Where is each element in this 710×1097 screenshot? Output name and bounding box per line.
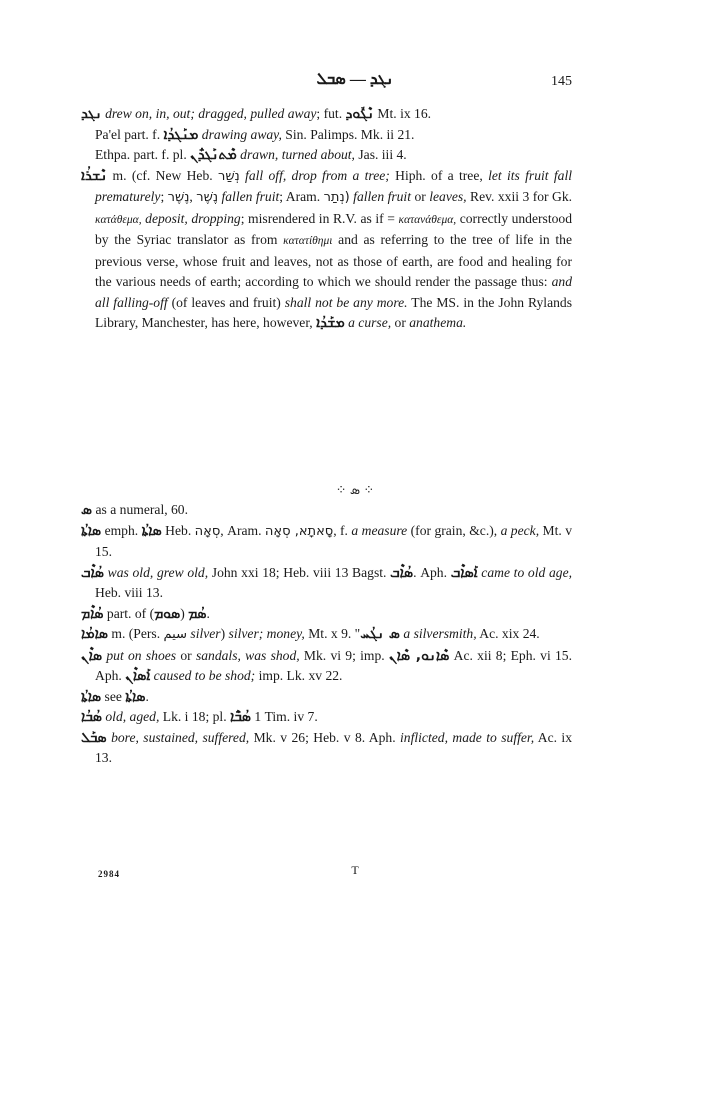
syriac-form: ܣܶܐܢܘ, ܣܶܐܢ bbox=[388, 647, 450, 664]
running-title: ܢܓܕ — ܣܒܠ bbox=[316, 71, 394, 88]
gathering-letter: T bbox=[351, 863, 359, 877]
greek-form: κατάθεμα, bbox=[95, 213, 142, 226]
dictionary-entry bbox=[0, 687, 710, 708]
entry-text: ) bbox=[180, 605, 189, 621]
syriac-form: ܡܢܰܓܕܳܐ bbox=[163, 126, 199, 143]
entry-text: m. (cf. New Heb. bbox=[107, 167, 218, 183]
dictionary-entry bbox=[0, 707, 710, 728]
gloss-italic: leaves, bbox=[429, 189, 467, 204]
entry-headword: ܣܳܐܶܒ bbox=[81, 564, 104, 581]
syriac-form: ܐܰܣܐܶܢ bbox=[125, 668, 151, 684]
gloss-italic: drawing away, bbox=[198, 126, 282, 142]
gloss-italic: inflicted, made to suffer, bbox=[400, 729, 535, 745]
entry-text: Heb. viii 13. bbox=[95, 585, 163, 600]
running-head bbox=[0, 70, 710, 92]
dictionary-entry bbox=[0, 728, 710, 769]
entry-text: ; misrendered in R.V. as if = bbox=[240, 210, 399, 226]
entry-text: Ac. ix 13. bbox=[95, 729, 572, 765]
entry-text: Mt. x 9. " bbox=[304, 626, 361, 641]
syriac-form: ܣ ܢܓܳܚ bbox=[360, 626, 400, 642]
gloss-italic: fallen fruit bbox=[349, 189, 411, 204]
dictionary-entry bbox=[0, 624, 710, 646]
entry-text: The MS. in the John Rylands Library, Manchester, has here, however, bbox=[95, 294, 573, 330]
entry-text: 1 Tim. iv 7. bbox=[250, 709, 318, 724]
entries-section-nun bbox=[0, 104, 710, 334]
dictionary-entry bbox=[0, 521, 710, 563]
entry-text: Mt. ix 16. bbox=[374, 106, 432, 121]
gloss-italic: drew on, in, out; dragged, pulled away bbox=[101, 106, 317, 121]
printer-signature: 2984 bbox=[98, 869, 120, 879]
gloss-italic: fallen fruit bbox=[218, 189, 280, 204]
section-divider-ornament: ⁘ ܣ ⁘ bbox=[335, 482, 375, 497]
entry-text: ) bbox=[220, 626, 229, 641]
entry-text: m. (Pers. bbox=[108, 626, 164, 641]
entry-text: (of leaves and fruit) bbox=[167, 294, 285, 310]
syriac-form: ܣܳܒ̈ܶܐ bbox=[230, 709, 251, 725]
hebrew-form: נֶשֶׁר bbox=[196, 190, 219, 205]
entry-text: Mk. vi 9; imp. bbox=[299, 647, 389, 663]
entry-text: Ethpa. part. f. pl. bbox=[95, 147, 191, 162]
gloss-italic: and all falling-off bbox=[95, 274, 572, 310]
entry-text: Ac. xii 8; Eph. vi 15. Aph. bbox=[95, 647, 573, 683]
entry-text: Heb. bbox=[161, 522, 195, 538]
entry-text: Hiph. of a tree, bbox=[389, 167, 489, 183]
entry-text: or bbox=[176, 647, 196, 663]
entry-headword: ܣܐܶܢ bbox=[81, 647, 103, 664]
gloss-italic: old, aged, bbox=[101, 709, 160, 724]
entry-text: . bbox=[145, 688, 149, 704]
entry-headword: ܢܶܫܪܳܐ bbox=[81, 167, 108, 184]
entry-headword: ܢܓܕ bbox=[81, 106, 102, 122]
entry-text: or bbox=[411, 189, 430, 204]
greek-form: κατανάθεμα, bbox=[398, 213, 457, 226]
gloss-italic: was old, grew old, bbox=[104, 564, 209, 580]
entry-headword: ܣܐܡܳܐ bbox=[81, 626, 109, 642]
entry-text: emph. bbox=[101, 522, 142, 538]
entry-text: , Aram. bbox=[220, 522, 265, 538]
entry-text: see bbox=[101, 688, 126, 704]
dictionary-entry bbox=[0, 604, 710, 625]
entry-text: Sin. Palimps. Mk. ii 21. bbox=[281, 126, 415, 142]
entry-text: Jas. iii 4. bbox=[354, 147, 407, 162]
syriac-form: ܡܶܬܢܰܓܕ̈ܳܢ bbox=[190, 147, 237, 163]
entry-text: imp. Lk. xv 22. bbox=[255, 668, 343, 683]
entry-headword: ܣܐܬܳܐ bbox=[81, 688, 102, 705]
dictionary-entry bbox=[0, 104, 710, 125]
entry-text: Lk. i 18; pl. bbox=[159, 709, 230, 724]
hebrew-form: (נְתַר bbox=[323, 190, 350, 205]
entry-headword: ܣܒܰܠ bbox=[81, 729, 107, 746]
syriac-form: ܣܳܐܶܒ bbox=[390, 564, 414, 581]
gloss-italic: a peck, bbox=[500, 522, 540, 538]
syriac-form: ܐܰܣܐܶܒ bbox=[450, 564, 478, 581]
entry-text: Rev. xxii 3 for Gk. bbox=[466, 189, 573, 204]
entry-headword: ܣܐܬܳܐ bbox=[81, 522, 102, 539]
gloss-italic: a curse, bbox=[344, 315, 392, 330]
gloss-italic: drawn, turned about, bbox=[236, 147, 355, 162]
gloss-italic: shall not be any more. bbox=[284, 294, 408, 310]
entry-text: ; bbox=[160, 189, 168, 204]
entry-text: John xxi 18; Heb. viii 13 Bagst. bbox=[208, 564, 391, 580]
page-number: 145 bbox=[551, 74, 572, 89]
hebrew-form: נְשַׁר bbox=[217, 168, 240, 184]
hebrew-form: סְאָה bbox=[194, 523, 221, 539]
gloss-italic: a silversmith, bbox=[399, 626, 477, 641]
entry-text: , f. bbox=[333, 522, 352, 538]
gloss-italic: came to old age, bbox=[477, 564, 572, 580]
gloss-italic: fall off, drop from a tree; bbox=[239, 167, 390, 183]
gloss-italic: let its fruit fall prematurely bbox=[95, 167, 573, 204]
entry-text: Mt. v 15. bbox=[95, 522, 573, 559]
hebrew-form: سیم bbox=[163, 627, 187, 642]
entry-text: Pa'el part. f. bbox=[95, 126, 164, 142]
entry-text: as a numeral, 60. bbox=[92, 502, 189, 517]
syriac-form: ܣܐܬܳܐ bbox=[141, 522, 162, 539]
gloss-italic: sandals, was shod, bbox=[195, 647, 300, 663]
gloss-italic: a measure bbox=[351, 522, 408, 538]
dictionary-entry bbox=[0, 646, 710, 687]
entry-text: ; Aram. bbox=[279, 189, 324, 204]
hebrew-form: סָאתָא, סְאָה bbox=[264, 523, 334, 539]
syriac-form: ܣܐܬܳܐ bbox=[125, 688, 146, 705]
hebrew-form: נֶשֶׁר bbox=[167, 190, 190, 205]
entry-headword: ܣ bbox=[81, 502, 93, 518]
entry-text: and as referring to the tree of life in the previous verse, whose fruit and leaves, not as those of earth, are food and healing for the various needs of earth; according to which we should render the passage thus: bbox=[95, 232, 572, 289]
entry-headword: ܣܳܒܳܐ bbox=[81, 709, 102, 725]
entry-text: , bbox=[189, 189, 197, 204]
entries-section-semkath bbox=[0, 500, 710, 769]
dictionary-entry bbox=[0, 563, 710, 604]
gloss-italic: deposit, dropping bbox=[141, 210, 241, 226]
dictionary-entry bbox=[0, 166, 710, 334]
gloss-italic: caused to be shod; bbox=[150, 668, 256, 683]
gloss-italic: put on shoes bbox=[102, 647, 177, 663]
entry-text: . bbox=[206, 605, 210, 621]
syriac-form: ܣܘܡ bbox=[154, 605, 181, 622]
entry-text: (for grain, &c.), bbox=[407, 522, 501, 538]
syriac-form: ܡܫܰܕܳܐ bbox=[316, 315, 345, 331]
syriac-form: ܣܳܡ bbox=[188, 605, 207, 622]
dictionary-entry bbox=[0, 145, 710, 166]
entry-headword: ܣܳܐܶܡ bbox=[81, 605, 104, 622]
entry-text: or bbox=[391, 315, 410, 330]
entry-text: Mk. v 26; Heb. v 8. Aph. bbox=[249, 729, 401, 745]
syriac-form: ܢܶܓܽܘܕ bbox=[345, 106, 375, 122]
gloss-italic: bore, sustained, suffered, bbox=[106, 729, 250, 745]
entry-text: Ac. xix 24. bbox=[476, 626, 540, 641]
dictionary-entry bbox=[0, 125, 710, 146]
entry-text: . Aph. bbox=[413, 564, 451, 580]
gloss-italic: silver; money, bbox=[228, 626, 305, 641]
greek-form: κατατίθημι bbox=[283, 235, 333, 247]
entry-text: part. of ( bbox=[103, 605, 155, 621]
dictionary-entry bbox=[0, 500, 710, 521]
entry-text: ; fut. bbox=[316, 106, 346, 121]
gloss-italic: silver bbox=[187, 626, 221, 641]
entry-text: correctly understood by the Syriac translator as from bbox=[95, 210, 572, 247]
gloss-italic: anathema. bbox=[409, 315, 467, 330]
